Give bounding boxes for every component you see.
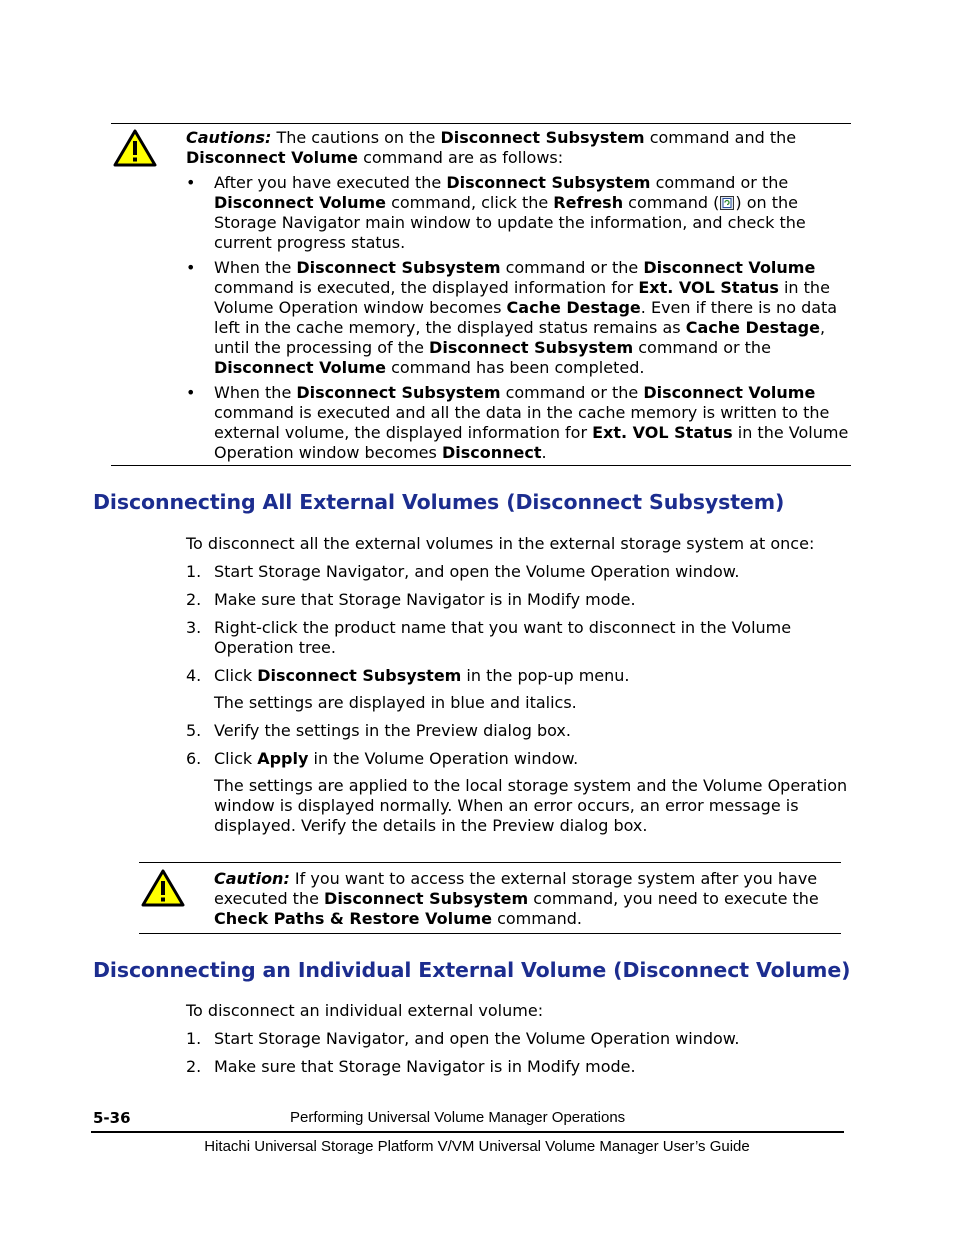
list-item: • When the Disconnect Subsystem command or the Disconnect Volume command is executed, the displayed information for Ext. VOL Status in the Volume Operation window becomes Cache Destage. Even if there is no data left in the cache memory, the displayed status remains as Cache Destage, until the processing of the Disconnect Subsystem command or the Disconnect Volume command has been completed. bbox=[186, 258, 838, 377]
caution-1-lead: Cautions: The cautions on the Disconnect Subsystem command and the Disconnect Volume command are as follows: bbox=[186, 128, 797, 167]
step-item: 3. Right-click the product name that you want to disconnect in the Volume Operation tree. bbox=[186, 618, 792, 657]
step-item: 4. Click Disconnect Subsystem in the pop-up menu. bbox=[186, 666, 630, 685]
list-item: • After you have executed the Disconnect Subsystem command or the Disconnect Volume command, click the Refresh command ( ) on the Storage Navigator main window to update the information, and check the current progress status. bbox=[186, 173, 806, 252]
step-item: 2. Make sure that Storage Navigator is in Modify mode. bbox=[186, 590, 636, 609]
caution-2-top-rule bbox=[139, 862, 841, 863]
footer-chapter-title: Performing Universal Volume Manager Operations bbox=[290, 1109, 626, 1126]
caution-2-bottom-rule bbox=[139, 933, 841, 934]
caution-1-top-rule bbox=[111, 123, 851, 124]
step-item: 1. Start Storage Navigator, and open the Volume Operation window. bbox=[186, 562, 740, 581]
section-1-steps bbox=[186, 562, 850, 836]
section-heading-disconnect-subsystem: Disconnecting All External Volumes (Disconnect Subsystem) bbox=[93, 490, 785, 514]
list-item: • When the Disconnect Subsystem command or the Disconnect Volume command is executed and all the data in the cache memory is written to the external volume, the displayed information for Ext. VOL Status in the Volume Operation window becomes Disconnect. bbox=[186, 383, 849, 462]
warning-triangle-icon bbox=[140, 868, 186, 908]
section-2-steps bbox=[186, 1029, 850, 1077]
page-number: 5-36 bbox=[93, 1109, 131, 1127]
step-note: The settings are displayed in blue and italics. bbox=[214, 693, 577, 712]
caution-1-bottom-rule bbox=[111, 465, 851, 466]
caution-2-text: Caution: If you want to access the external storage system after you have executed the Disconnect Subsystem command, you need to execute the Check Paths & Restore Volume command. bbox=[214, 869, 819, 928]
footer-rule bbox=[91, 1131, 844, 1133]
section-heading-disconnect-volume: Disconnecting an Individual External Volume (Disconnect Volume) bbox=[93, 958, 851, 982]
step-item: 6. Click Apply in the Volume Operation window. bbox=[186, 749, 579, 768]
step-item: 1. Start Storage Navigator, and open the Volume Operation window. bbox=[186, 1029, 740, 1048]
refresh-icon bbox=[720, 196, 734, 210]
section-1-intro: To disconnect all the external volumes in the external storage system at once: bbox=[186, 534, 815, 553]
warning-triangle-icon bbox=[112, 128, 158, 168]
step-item: 2. Make sure that Storage Navigator is in Modify mode. bbox=[186, 1057, 636, 1076]
footer-guide-title: Hitachi Universal Storage Platform V/VM Universal Volume Manager User’s Guide bbox=[204, 1138, 750, 1155]
step-item: 5. Verify the settings in the Preview dialog box. bbox=[186, 721, 571, 740]
section-2-intro: To disconnect an individual external volume: bbox=[186, 1001, 544, 1020]
step-note: The settings are applied to the local storage system and the Volume Operation window is displayed normally. When an error occurs, an error message is displayed. Verify the details in the Preview dialog box. bbox=[214, 776, 848, 835]
caution-1-bullets bbox=[186, 173, 850, 468]
